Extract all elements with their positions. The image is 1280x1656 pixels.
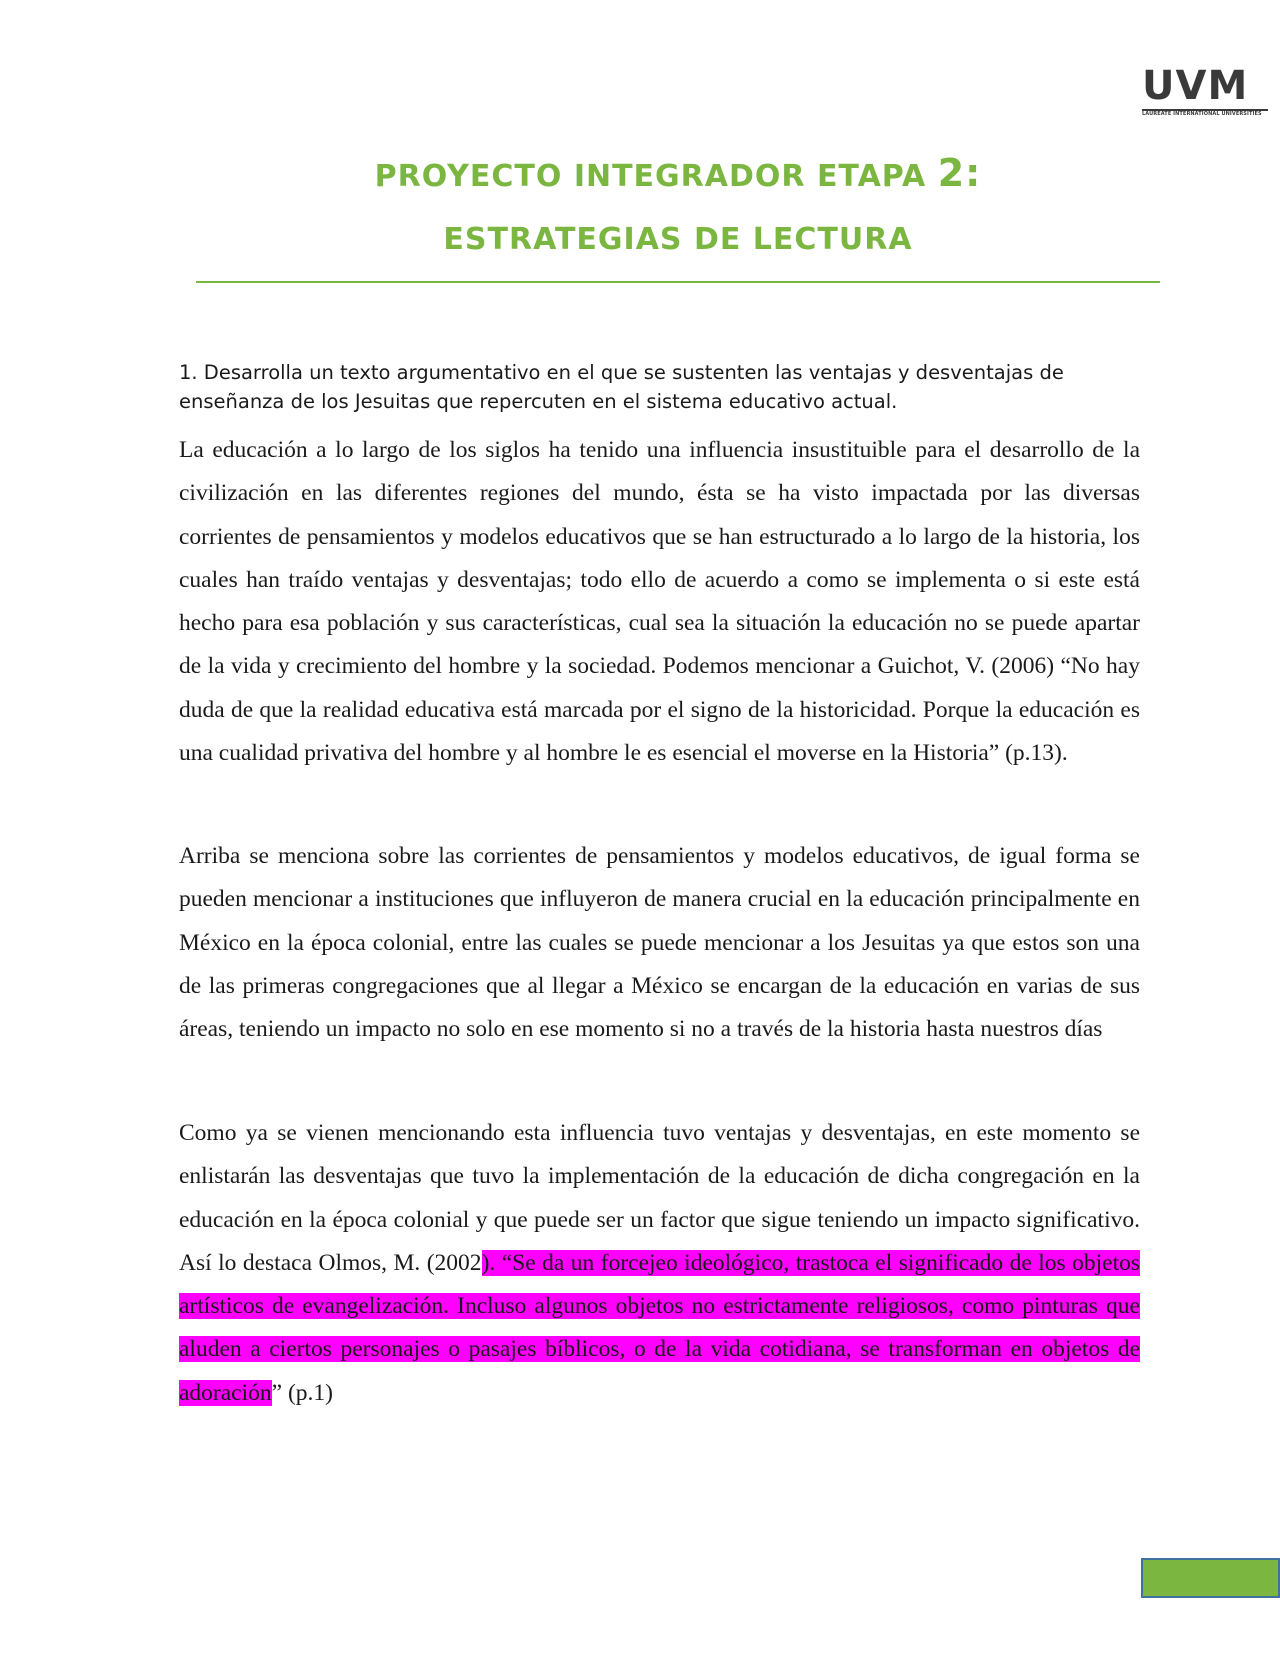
page-title: [196, 153, 1160, 197]
uvm-logo: [1142, 63, 1268, 118]
body-paragraph-1: La educación a lo largo de los siglos ha tenido una influencia insustituible para el desarrollo de la civilización en las diferentes regiones del mundo, ésta se ha visto impactada por las diversas corrientes de pensamientos y modelos educativos que se han estructurado a lo largo de la historia, los cuales han traído ventajas y desventajas; todo ello de acuerdo a como se implementa o si este está hecho para esa población y sus características, cual sea la situación la educación no se puede apartar de la vida y crecimiento del hombre y la sociedad. Podemos mencionar a Guichot, V. (2006) “No hay duda de que la realidad educativa está marcada por el signo de la historicidad. Porque la educación es una cualidad privativa del hombre y al hombre le es esencial el moverse en la Historia” (p.13).: [179, 437, 1140, 767]
title-text: PROYECTO INTEGRADOR ETAPA: [374, 159, 938, 194]
question-prompt: 1. Desarrolla un texto argumentativo en el que se sustenten las ventajas y desventajas de enseñanza de los Jesuitas que repercuten en el sistema educativo actual.: [179, 361, 1064, 413]
page-number-box: [1141, 1558, 1280, 1598]
page-subtitle: ESTRATEGIAS DE LECTURA: [443, 222, 913, 257]
paragraph-3-text: Como ya se vienen mencionando esta influencia tuvo ventajas y desventajas, en este momento se enlistarán las desventajas que tuvo la implementación de la educación de dicha congregación en la educación en la época colonial y que puede ser un factor que sigue teniendo un impacto significativo. Así lo destaca Olmos, M. (2002: [179, 1120, 1140, 1276]
paragraph-3-citation: ” (p.1): [271, 1379, 333, 1406]
highlighted-quote: ). “Se da un forcejeo ideológico, trastoca el significado de los objetos artísticos de evangelización. Incluso algunos objetos no estrictamente religiosos, como pinturas que aluden a ciertos personajes o pasajes bíblicos, o de la vida cotidiana, se transforman en objetos de adoración: [179, 1249, 1141, 1406]
title-stage-number: 2:: [937, 151, 982, 195]
title-divider: [196, 281, 1160, 283]
body-paragraph-2: Arriba se menciona sobre las corrientes de pensamientos y modelos educativos, de igual forma se pueden mencionar a instituciones que influyeron de manera crucial en la educación principalmente en México en la época colonial, entre las cuales se puede mencionar a los Jesuitas ya que estos son una de las primeras congregaciones que al llegar a México se encargan de la educación en varias de sus áreas, teniendo un impacto no solo en ese momento si no a través de la historia hasta nuestros días: [179, 843, 1140, 1043]
body-paragraph-3: [179, 1112, 1140, 1415]
logo-mark: UVM: [1142, 63, 1249, 109]
logo-tagline: LAUREATE INTERNATIONAL UNIVERSITIES: [1142, 111, 1262, 117]
